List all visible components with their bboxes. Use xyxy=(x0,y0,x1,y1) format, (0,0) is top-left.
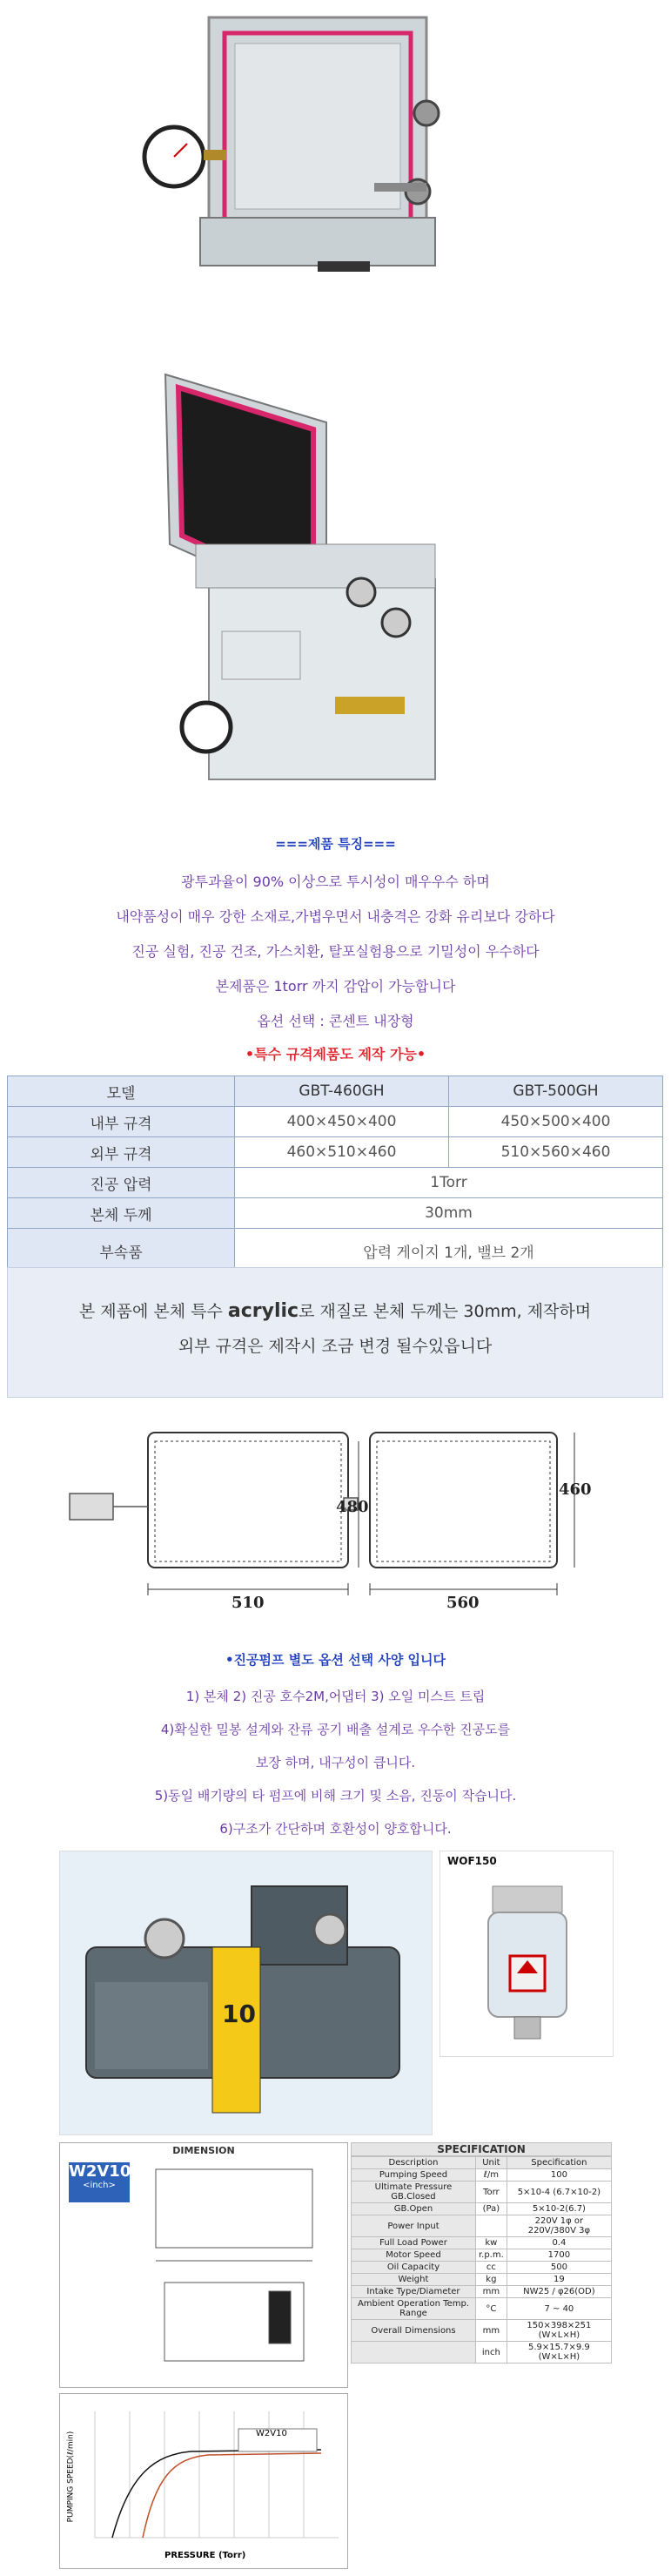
spec-unit: °C xyxy=(475,2298,507,2320)
spec-unit: r.p.m. xyxy=(475,2249,507,2262)
feature-line: 본제품은 1torr 까지 감압이 가능합니다 xyxy=(215,978,456,995)
spec-label: Ambient Operation Temp. Range xyxy=(352,2298,476,2320)
cell: 압력 게이지 1개, 밸브 2개 xyxy=(235,1229,663,1273)
product-photo-open xyxy=(161,370,492,810)
spec-value: 5.9×15.7×9.9 (W×L×H) xyxy=(507,2342,611,2364)
feature-line: 진공 실험, 진공 건조, 가스치환, 탈포실험용으로 기밀성이 우수하다 xyxy=(131,943,540,960)
option-line: 4)확실한 밀봉 설계와 잔류 공기 배출 설계로 우수한 진공도를 xyxy=(160,1722,511,1737)
row-label: 진공 압력 xyxy=(8,1168,235,1198)
options-heading: •진공펌프 별도 옵션 선택 사양 입니다 xyxy=(225,1652,446,1668)
spec-unit: Torr xyxy=(475,2182,507,2203)
spec-value: 5×10-2(6.7) xyxy=(507,2203,611,2215)
note-line-1: 본 제품에 본체 특수 acrylic로 재질로 본체 두께는 30mm, 제작하며 xyxy=(78,1300,592,1322)
spec-label: Power Input xyxy=(352,2215,476,2237)
spec-label: Ultimate Pressure GB.Closed xyxy=(352,2182,476,2203)
row-label: 부속품 xyxy=(8,1229,235,1273)
spec-value: 5×10-4 (6.7×10-2) xyxy=(507,2182,611,2203)
dimension-drawing xyxy=(61,1411,601,1629)
feature-line: 옵션 선택 : 콘센트 내장형 xyxy=(257,1013,414,1029)
note-line-2: 외부 규격은 제작시 조금 변경 될수있읍니다 xyxy=(178,1337,493,1356)
spec-value: 500 xyxy=(507,2262,611,2274)
spec-label: GB.Open xyxy=(352,2203,476,2215)
spec-label: Intake Type/Diameter xyxy=(352,2286,476,2298)
spec-value: 7 ~ 40 xyxy=(507,2298,611,2320)
oil-mist-filter-photo xyxy=(440,1851,614,2057)
dim-width-right: 560 xyxy=(446,1594,480,1612)
curve-xlabel: PRESSURE (Torr) xyxy=(164,2551,246,2560)
spec-label: Weight xyxy=(352,2274,476,2286)
dimension-unit: <inch> xyxy=(83,2181,116,2190)
header-model-b: GBT-500GH xyxy=(449,1076,663,1107)
spec-header: Specification xyxy=(507,2157,611,2169)
spec-label: Motor Speed xyxy=(352,2249,476,2262)
filter-label: WOF150 xyxy=(447,1855,497,1867)
spec-label xyxy=(352,2342,476,2364)
spec-label: Full Load Power xyxy=(352,2237,476,2249)
spec-unit xyxy=(475,2215,507,2237)
spec-unit: ℓ/m xyxy=(475,2169,507,2182)
features-heading: ===제품 특징=== xyxy=(275,836,396,852)
cell: 510×560×460 xyxy=(449,1137,663,1168)
special-order-note: •특수 규격제품도 제작 가능• xyxy=(245,1046,426,1062)
spec-unit: kg xyxy=(475,2274,507,2286)
header-model-a: GBT-460GH xyxy=(235,1076,449,1107)
row-label: 외부 규격 xyxy=(8,1137,235,1168)
dim-height-right: 460 xyxy=(559,1480,592,1499)
spec-value: 100 xyxy=(507,2169,611,2182)
spec-unit: inch xyxy=(475,2342,507,2364)
spec-value: NW25 / φ26(OD) xyxy=(507,2286,611,2298)
header-model: 모델 xyxy=(8,1076,235,1107)
dimension-title: DIMENSION xyxy=(172,2145,235,2156)
spec-value: 19 xyxy=(507,2274,611,2286)
dim-width-left: 510 xyxy=(231,1594,265,1612)
option-line: 6)구조가 간단하며 호환성이 양호합니다. xyxy=(219,1821,452,1837)
cell: 30mm xyxy=(235,1198,663,1229)
curve-legend: W2V10 xyxy=(256,2429,287,2438)
vacuum-pump-photo xyxy=(59,1851,433,2135)
spec-title: SPECIFICATION xyxy=(351,2142,612,2156)
dim-height-left: 480 xyxy=(336,1498,369,1516)
feature-line: 광투과율이 90% 이상으로 투시성이 매우우수 하며 xyxy=(181,873,490,890)
dimension-model: W2V10 xyxy=(69,2162,131,2181)
spec-table xyxy=(7,1076,663,1273)
spec-label: Overall Dimensions xyxy=(352,2320,476,2342)
row-label: 본체 두께 xyxy=(8,1198,235,1229)
spec-unit: mm xyxy=(475,2320,507,2342)
cell: 450×500×400 xyxy=(449,1107,663,1137)
option-line: 보장 하며, 내구성이 큽니다. xyxy=(255,1755,416,1770)
spec-label: Oil Capacity xyxy=(352,2262,476,2274)
spec-header: Unit xyxy=(475,2157,507,2169)
spec-unit: cc xyxy=(475,2262,507,2274)
spec-header: Description xyxy=(352,2157,476,2169)
spec-value: 220V 1φ or 220V/380V 3φ xyxy=(507,2215,611,2237)
product-photo-front xyxy=(87,0,470,307)
spec-detail-table xyxy=(351,2156,612,2364)
option-line: 5)동일 배기량의 타 펌프에 비해 크기 및 소음, 진동이 작습니다. xyxy=(154,1788,517,1804)
cell: 460×510×460 xyxy=(235,1137,449,1168)
spec-value: 0.4 xyxy=(507,2237,611,2249)
pump-model-label: 10 xyxy=(222,1999,256,2028)
cell: 400×450×400 xyxy=(235,1107,449,1137)
spec-value: 150×398×251 (W×L×H) xyxy=(507,2320,611,2342)
spec-unit: kw xyxy=(475,2237,507,2249)
option-line: 1) 본체 2) 진공 호수2M,어댑터 3) 오일 미스트 트립 xyxy=(185,1689,486,1704)
spec-label: Pumping Speed xyxy=(352,2169,476,2182)
row-label: 내부 규격 xyxy=(8,1107,235,1137)
spec-unit: mm xyxy=(475,2286,507,2298)
cell: 1Torr xyxy=(235,1168,663,1198)
specification-panel xyxy=(351,2142,612,2408)
manufacturing-note xyxy=(7,1267,663,1398)
pumping-speed-curve xyxy=(59,2393,348,2569)
dimension-panel xyxy=(59,2142,348,2388)
spec-value: 1700 xyxy=(507,2249,611,2262)
spec-unit: (Pa) xyxy=(475,2203,507,2215)
feature-line: 내약품성이 매우 강한 소재로,가볍우면서 내충격은 강화 유리보다 강하다 xyxy=(116,908,555,925)
curve-ylabel: PUMPING SPEED(ℓ/min) xyxy=(66,2431,76,2523)
